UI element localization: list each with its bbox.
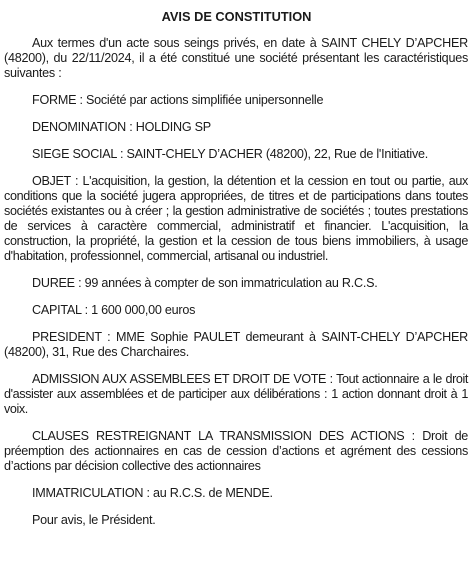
president-paragraph: PRESIDENT : MME Sophie PAULET demeurant à SAINT-CHELY D’APCHER (48200), 31, Rue des Charchaires. [4, 330, 468, 359]
denomination-paragraph: DENOMINATION : HOLDING SP [32, 120, 211, 134]
notice-title: AVIS DE CONSTITUTION [161, 9, 312, 24]
clauses-paragraph: CLAUSES RESTREIGNANT LA TRANSMISSION DES ACTIONS : Droit de préemption des actionnaires en cas de cession d’actions et agrément des cessions d’actions par décision collective des actionnaires [4, 429, 468, 473]
capital-paragraph: CAPITAL : 1 600 000,00 euros [32, 303, 196, 317]
forme-paragraph: FORME : Société par actions simplifiée unipersonnelle [32, 93, 324, 107]
immatriculation-paragraph: IMMATRICULATION : au R.C.S. de MENDE. [32, 486, 273, 500]
siege-social-paragraph: SIEGE SOCIAL : SAINT-CHELY D’ACHER (48200), 22, Rue de l'Initiative. [32, 147, 429, 161]
intro-paragraph: Aux termes d'un acte sous seings privés, en date à SAINT CHELY D’APCHER (48200), du 22/11/2024, il a été constitué une société présentant les caractéristiques suivantes : [4, 36, 468, 80]
duree-paragraph: DUREE : 99 années à compter de son immatriculation au R.C.S. [32, 276, 378, 290]
admission-paragraph: ADMISSION AUX ASSEMBLEES ET DROIT DE VOTE : Tout actionnaire a le droit d'assister aux assemblées et de participer aux délibérations : 1 action donnant droit à 1 voix. [4, 372, 468, 416]
objet-paragraph: OBJET : L'acquisition, la gestion, la détention et la cession en tout ou partie, aux conditions que la société jugera appropriées, de titres et de participations dans toutes sociétés existantes ou à créer ; la gestion administrative de sociétés ; toutes prestations de services à caractère commercial, administratif et financier. L'acquisition, la construction, la propriété, la gestion et la cession de tous biens immobiliers, à usage d'habitation, professionnel, commercial, artisanal ou industriel. [4, 174, 468, 263]
signature-paragraph: Pour avis, le Président. [32, 513, 156, 527]
